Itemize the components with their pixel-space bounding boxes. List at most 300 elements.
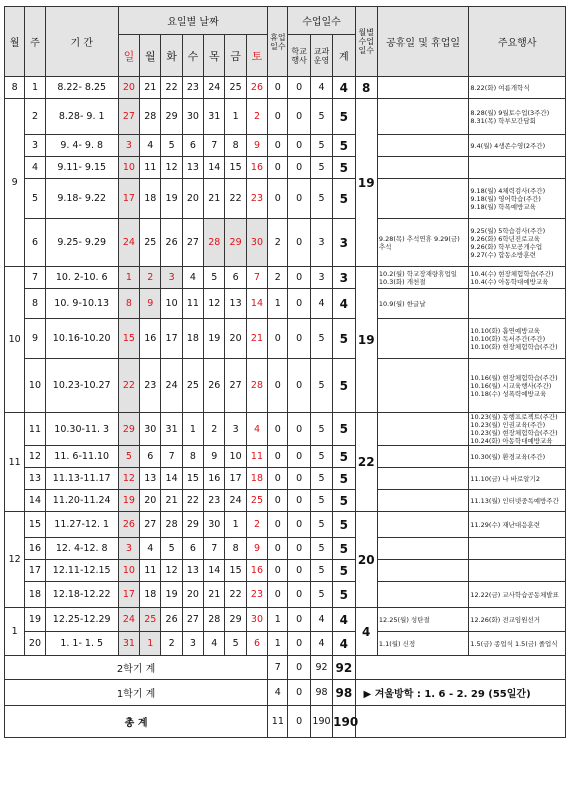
date-cell: 26 (161, 219, 182, 267)
holiday-count-cell: 0 (268, 179, 288, 219)
date-cell: 17 (225, 468, 246, 490)
monthly-class-days-cell: 22 (355, 413, 377, 512)
school-event-cell: 0 (288, 632, 310, 656)
main-event-cell (469, 560, 566, 582)
summary-curriculum: 98 (310, 680, 332, 706)
holiday-note-cell (377, 99, 468, 135)
main-event-cell: 11.13(월) 인터넷중독예방주간 (469, 490, 566, 512)
table-row (5, 157, 566, 179)
summary-school-event: 0 (288, 656, 310, 680)
summary-school-event: 0 (288, 706, 310, 738)
date-cell: 27 (182, 608, 203, 632)
total-cell: 5 (333, 179, 355, 219)
summary-total: 98 (333, 680, 355, 706)
date-cell: 15 (225, 560, 246, 582)
total-cell: 5 (333, 538, 355, 560)
holiday-count-cell: 0 (268, 582, 288, 608)
summary-total: 190 (333, 706, 355, 738)
date-cell: 31 (204, 99, 225, 135)
date-cell: 27 (182, 219, 203, 267)
holiday-note-cell: 10.2(월) 학교장재량휴업일 10.3(화) 개천절 (377, 267, 468, 289)
date-cell: 12 (204, 289, 225, 319)
period-cell: 11.13-11.17 (45, 468, 118, 490)
date-cell: 29 (118, 413, 139, 446)
table-row (5, 468, 566, 490)
date-cell: 3 (182, 632, 203, 656)
date-cell: 18 (246, 468, 267, 490)
table-row (5, 179, 566, 219)
date-cell: 5 (161, 135, 182, 157)
header-month: 월 (5, 7, 25, 77)
week-cell: 15 (25, 512, 45, 538)
main-event-cell: 10.16(월) 현장체험학습(주간) 10.16(월) 시교육행사(주간) 10.18(수) 성폭력예방교육 (469, 359, 566, 413)
total-cell: 5 (333, 560, 355, 582)
date-cell: 22 (225, 179, 246, 219)
date-cell: 26 (118, 512, 139, 538)
date-cell: 13 (182, 560, 203, 582)
date-cell: 2 (246, 512, 267, 538)
month-cell: 11 (5, 413, 25, 512)
period-cell: 10.23-10.27 (45, 359, 118, 413)
date-cell: 26 (161, 608, 182, 632)
header-day-5: 금 (225, 35, 246, 77)
total-cell: 4 (333, 632, 355, 656)
header-days-group: 요일별 날짜 (118, 7, 267, 35)
date-cell: 22 (182, 490, 203, 512)
table-row (5, 512, 566, 538)
curriculum-cell: 5 (310, 99, 332, 135)
main-event-cell: 10.10(화) 흡연예방교육 10.10(화) 독서주간(주간) 10.10(화) 현장체험학습(주간) (469, 319, 566, 359)
table-row (5, 135, 566, 157)
school-event-cell: 0 (288, 582, 310, 608)
date-cell: 4 (246, 413, 267, 446)
holiday-note-cell: 12.25(월) 성탄절 (377, 608, 468, 632)
date-cell: 28 (246, 359, 267, 413)
date-cell: 25 (182, 359, 203, 413)
holiday-note-cell (377, 157, 468, 179)
holiday-count-cell: 0 (268, 157, 288, 179)
date-cell: 15 (118, 319, 139, 359)
holiday-count-cell: 1 (268, 289, 288, 319)
school-event-cell: 0 (288, 538, 310, 560)
date-cell: 27 (118, 99, 139, 135)
total-cell: 4 (333, 77, 355, 99)
date-cell: 23 (182, 77, 203, 99)
date-cell: 3 (225, 413, 246, 446)
summary-curriculum: 190 (310, 706, 332, 738)
date-cell: 13 (140, 468, 161, 490)
week-cell: 4 (25, 157, 45, 179)
period-cell: 10. 2-10. 6 (45, 267, 118, 289)
month-cell: 1 (5, 608, 25, 656)
school-event-cell: 0 (288, 413, 310, 446)
school-event-cell: 0 (288, 289, 310, 319)
holiday-count-cell: 0 (268, 512, 288, 538)
holiday-note-cell (377, 359, 468, 413)
month-cell: 12 (5, 512, 25, 608)
curriculum-cell: 4 (310, 77, 332, 99)
total-cell: 5 (333, 468, 355, 490)
week-cell: 5 (25, 179, 45, 219)
header-total: 계 (333, 35, 355, 77)
date-cell: 2 (140, 267, 161, 289)
table-row (5, 267, 566, 289)
date-cell: 8 (182, 446, 203, 468)
table-row (5, 319, 566, 359)
monthly-class-days-cell: 19 (355, 267, 377, 413)
date-cell: 11 (140, 157, 161, 179)
school-event-cell: 0 (288, 512, 310, 538)
summary-row (5, 656, 566, 680)
holiday-note-cell (377, 179, 468, 219)
total-cell: 4 (333, 608, 355, 632)
date-cell: 2 (161, 632, 182, 656)
main-event-cell (469, 538, 566, 560)
date-cell: 16 (204, 468, 225, 490)
date-cell: 1 (140, 632, 161, 656)
summary-label: 1학기 계 (5, 680, 268, 706)
date-cell: 20 (118, 77, 139, 99)
date-cell: 21 (140, 77, 161, 99)
period-cell: 8.22- 8.25 (45, 77, 118, 99)
date-cell: 10 (225, 446, 246, 468)
date-cell: 6 (246, 632, 267, 656)
date-cell: 28 (161, 512, 182, 538)
period-cell: 12.25-12.29 (45, 608, 118, 632)
date-cell: 23 (140, 359, 161, 413)
date-cell: 25 (140, 219, 161, 267)
curriculum-cell: 5 (310, 413, 332, 446)
date-cell: 14 (161, 468, 182, 490)
holiday-count-cell: 0 (268, 490, 288, 512)
main-event-cell: 9.25(월) 5학습검사(주간) 9.26(화) 6학년진로교육 9.26(화) 학부모공개수업 9.27(수) 합동소방훈련 (469, 219, 566, 267)
holiday-count-cell: 0 (268, 538, 288, 560)
total-cell: 5 (333, 582, 355, 608)
holiday-note-cell (377, 560, 468, 582)
holiday-note-cell (377, 319, 468, 359)
date-cell: 18 (182, 319, 203, 359)
summary-holiday: 4 (268, 680, 288, 706)
period-cell: 9. 4- 9. 8 (45, 135, 118, 157)
date-cell: 4 (204, 632, 225, 656)
date-cell: 17 (161, 319, 182, 359)
holiday-note-cell (377, 77, 468, 99)
week-cell: 11 (25, 413, 45, 446)
period-cell: 10.30-11. 3 (45, 413, 118, 446)
date-cell: 21 (204, 179, 225, 219)
date-cell: 30 (140, 413, 161, 446)
table-row (5, 608, 566, 632)
main-event-cell: 8.22(화) 여름개학식 (469, 77, 566, 99)
week-cell: 3 (25, 135, 45, 157)
date-cell: 29 (161, 99, 182, 135)
date-cell: 29 (225, 219, 246, 267)
date-cell: 2 (246, 99, 267, 135)
curriculum-cell: 5 (310, 538, 332, 560)
main-event-cell: 9.18(월) 4체력검사(주간) 9.18(월) 영어학습(주간) 9.18(월) 학폭예방교육 (469, 179, 566, 219)
main-event-cell (469, 289, 566, 319)
date-cell: 23 (204, 490, 225, 512)
date-cell: 21 (161, 490, 182, 512)
holiday-count-cell: 0 (268, 359, 288, 413)
holiday-note-cell: 1.1(월) 신정 (377, 632, 468, 656)
school-event-cell: 0 (288, 490, 310, 512)
table-row (5, 490, 566, 512)
holiday-count-cell: 0 (268, 413, 288, 446)
holiday-count-cell: 1 (268, 632, 288, 656)
date-cell: 12 (161, 157, 182, 179)
holiday-note-cell (377, 582, 468, 608)
date-cell: 4 (182, 267, 203, 289)
total-cell: 3 (333, 219, 355, 267)
date-cell: 30 (246, 608, 267, 632)
date-cell: 14 (204, 560, 225, 582)
main-event-cell: 10.4(수) 현장체험학습(주간) 10.4(수) 아동학대예방교육 (469, 267, 566, 289)
date-cell: 29 (225, 608, 246, 632)
period-cell: 11.27-12. 1 (45, 512, 118, 538)
date-cell: 1 (225, 99, 246, 135)
date-cell: 5 (118, 446, 139, 468)
period-cell: 9.25- 9.29 (45, 219, 118, 267)
date-cell: 27 (225, 359, 246, 413)
month-cell: 10 (5, 267, 25, 413)
date-cell: 18 (140, 179, 161, 219)
period-cell: 10. 9-10.13 (45, 289, 118, 319)
school-event-cell: 0 (288, 608, 310, 632)
curriculum-cell: 5 (310, 157, 332, 179)
period-cell: 11. 6-11.10 (45, 446, 118, 468)
school-event-cell: 0 (288, 359, 310, 413)
header-class-days-group: 수업일수 (288, 7, 355, 35)
period-cell: 1. 1- 1. 5 (45, 632, 118, 656)
summary-school-event: 0 (288, 680, 310, 706)
date-cell: 25 (225, 77, 246, 99)
table-row (5, 538, 566, 560)
period-cell: 9.18- 9.22 (45, 179, 118, 219)
date-cell: 12 (118, 468, 139, 490)
curriculum-cell: 3 (310, 219, 332, 267)
total-cell: 5 (333, 135, 355, 157)
date-cell: 1 (225, 512, 246, 538)
date-cell: 12 (161, 560, 182, 582)
school-event-cell: 0 (288, 446, 310, 468)
curriculum-cell: 5 (310, 179, 332, 219)
school-event-cell: 0 (288, 135, 310, 157)
school-event-cell: 0 (288, 267, 310, 289)
main-event-cell (469, 157, 566, 179)
date-cell: 24 (118, 608, 139, 632)
date-cell: 22 (118, 359, 139, 413)
holiday-count-cell: 0 (268, 446, 288, 468)
date-cell: 9 (204, 446, 225, 468)
summary-label: 2학기 계 (5, 656, 268, 680)
summary-row (5, 680, 566, 706)
curriculum-cell: 5 (310, 446, 332, 468)
curriculum-cell: 5 (310, 490, 332, 512)
period-cell: 11.20-11.24 (45, 490, 118, 512)
week-cell: 16 (25, 538, 45, 560)
date-cell: 6 (140, 446, 161, 468)
main-event-cell: 10.23(월) 동행프로젝트(주간) 10.23(월) 인권교육(주간) 10.23(월) 현장체험학습(주간) 10.24(화) 아동학대예방교육 (469, 413, 566, 446)
curriculum-cell: 5 (310, 319, 332, 359)
date-cell: 16 (246, 560, 267, 582)
holiday-count-cell: 2 (268, 219, 288, 267)
date-cell: 31 (118, 632, 139, 656)
date-cell: 23 (246, 582, 267, 608)
holiday-note-cell (377, 468, 468, 490)
date-cell: 10 (118, 157, 139, 179)
date-cell: 27 (140, 512, 161, 538)
date-cell: 7 (246, 267, 267, 289)
table-row (5, 219, 566, 267)
header-period: 기 간 (45, 7, 118, 77)
summary-blank (355, 706, 565, 738)
table-row (5, 582, 566, 608)
total-cell: 5 (333, 319, 355, 359)
date-cell: 19 (161, 582, 182, 608)
date-cell: 14 (204, 157, 225, 179)
curriculum-cell: 5 (310, 582, 332, 608)
header-week: 주 (25, 7, 45, 77)
date-cell: 9 (246, 135, 267, 157)
date-cell: 14 (246, 289, 267, 319)
main-event-cell: 11.10(금) 나 바로알기2 (469, 468, 566, 490)
curriculum-cell: 5 (310, 560, 332, 582)
date-cell: 15 (225, 157, 246, 179)
header-day-3: 수 (182, 35, 203, 77)
main-event-cell: 11.29(수) 재난대응훈련 (469, 512, 566, 538)
week-cell: 18 (25, 582, 45, 608)
date-cell: 24 (161, 359, 182, 413)
holiday-count-cell: 0 (268, 77, 288, 99)
header-school-event: 학교행사 (288, 35, 310, 77)
table-row (5, 632, 566, 656)
main-event-cell: 1.5(금) 종업식 1.5(금) 졸업식 (469, 632, 566, 656)
month-cell: 8 (5, 77, 25, 99)
date-cell: 25 (140, 608, 161, 632)
summary-holiday: 7 (268, 656, 288, 680)
date-cell: 19 (118, 490, 139, 512)
date-cell: 24 (204, 77, 225, 99)
table-row (5, 77, 566, 99)
total-cell: 5 (333, 99, 355, 135)
holiday-count-cell: 0 (268, 468, 288, 490)
week-cell: 9 (25, 319, 45, 359)
holiday-note-cell (377, 512, 468, 538)
holiday-note-cell: 9.28(목) 추석연휴 9.29(금) 추석 (377, 219, 468, 267)
date-cell: 7 (204, 135, 225, 157)
date-cell: 7 (204, 538, 225, 560)
holiday-count-cell: 0 (268, 99, 288, 135)
total-cell: 4 (333, 289, 355, 319)
date-cell: 11 (140, 560, 161, 582)
main-event-cell: 12.26(화) 전교임원선거 (469, 608, 566, 632)
curriculum-cell: 5 (310, 135, 332, 157)
school-event-cell: 0 (288, 77, 310, 99)
holiday-note-cell (377, 135, 468, 157)
period-cell: 8.28- 9. 1 (45, 99, 118, 135)
date-cell: 13 (225, 289, 246, 319)
date-cell: 26 (246, 77, 267, 99)
date-cell: 29 (182, 512, 203, 538)
holiday-count-cell: 0 (268, 319, 288, 359)
school-event-cell: 0 (288, 468, 310, 490)
week-cell: 20 (25, 632, 45, 656)
date-cell: 3 (161, 267, 182, 289)
header-day-1: 월 (140, 35, 161, 77)
date-cell: 1 (118, 267, 139, 289)
week-cell: 6 (25, 219, 45, 267)
holiday-count-cell: 0 (268, 560, 288, 582)
date-cell: 10 (118, 560, 139, 582)
monthly-class-days-cell: 8 (355, 77, 377, 99)
date-cell: 17 (118, 582, 139, 608)
date-cell: 28 (204, 219, 225, 267)
date-cell: 4 (140, 538, 161, 560)
date-cell: 16 (140, 319, 161, 359)
date-cell: 9 (140, 289, 161, 319)
header-day-0: 일 (118, 35, 139, 77)
date-cell: 2 (204, 413, 225, 446)
period-cell: 12. 4-12. 8 (45, 538, 118, 560)
date-cell: 30 (246, 219, 267, 267)
calendar-table (4, 6, 566, 738)
main-event-cell: 10.30(월) 환경교육(주간) (469, 446, 566, 468)
date-cell: 18 (140, 582, 161, 608)
date-cell: 31 (161, 413, 182, 446)
table-row (5, 446, 566, 468)
date-cell: 26 (204, 359, 225, 413)
date-cell: 21 (204, 582, 225, 608)
header-day-2: 화 (161, 35, 182, 77)
curriculum-cell: 3 (310, 267, 332, 289)
total-cell: 5 (333, 490, 355, 512)
table-row (5, 560, 566, 582)
period-cell: 9.11- 9.15 (45, 157, 118, 179)
school-event-cell: 0 (288, 157, 310, 179)
main-event-cell: 9.4(월) 4생존수영(2주간) (469, 135, 566, 157)
date-cell: 24 (118, 219, 139, 267)
holiday-note-cell (377, 538, 468, 560)
date-cell: 11 (182, 289, 203, 319)
date-cell: 22 (161, 77, 182, 99)
school-event-cell: 0 (288, 560, 310, 582)
date-cell: 19 (161, 179, 182, 219)
date-cell: 3 (118, 538, 139, 560)
date-cell: 23 (246, 179, 267, 219)
curriculum-cell: 4 (310, 632, 332, 656)
holiday-note-cell (377, 490, 468, 512)
header-holidays: 공휴일 및 휴업일 (377, 7, 468, 77)
monthly-class-days-cell: 20 (355, 512, 377, 608)
period-cell: 10.16-10.20 (45, 319, 118, 359)
month-cell: 9 (5, 99, 25, 267)
date-cell: 24 (225, 490, 246, 512)
date-cell: 28 (140, 99, 161, 135)
table-row (5, 289, 566, 319)
holiday-count-cell: 0 (268, 135, 288, 157)
date-cell: 30 (204, 512, 225, 538)
week-cell: 17 (25, 560, 45, 582)
date-cell: 15 (182, 468, 203, 490)
total-cell: 5 (333, 512, 355, 538)
week-cell: 2 (25, 99, 45, 135)
total-cell: 5 (333, 413, 355, 446)
holiday-note-cell (377, 413, 468, 446)
week-cell: 7 (25, 267, 45, 289)
date-cell: 25 (246, 490, 267, 512)
summary-total: 92 (333, 656, 355, 680)
